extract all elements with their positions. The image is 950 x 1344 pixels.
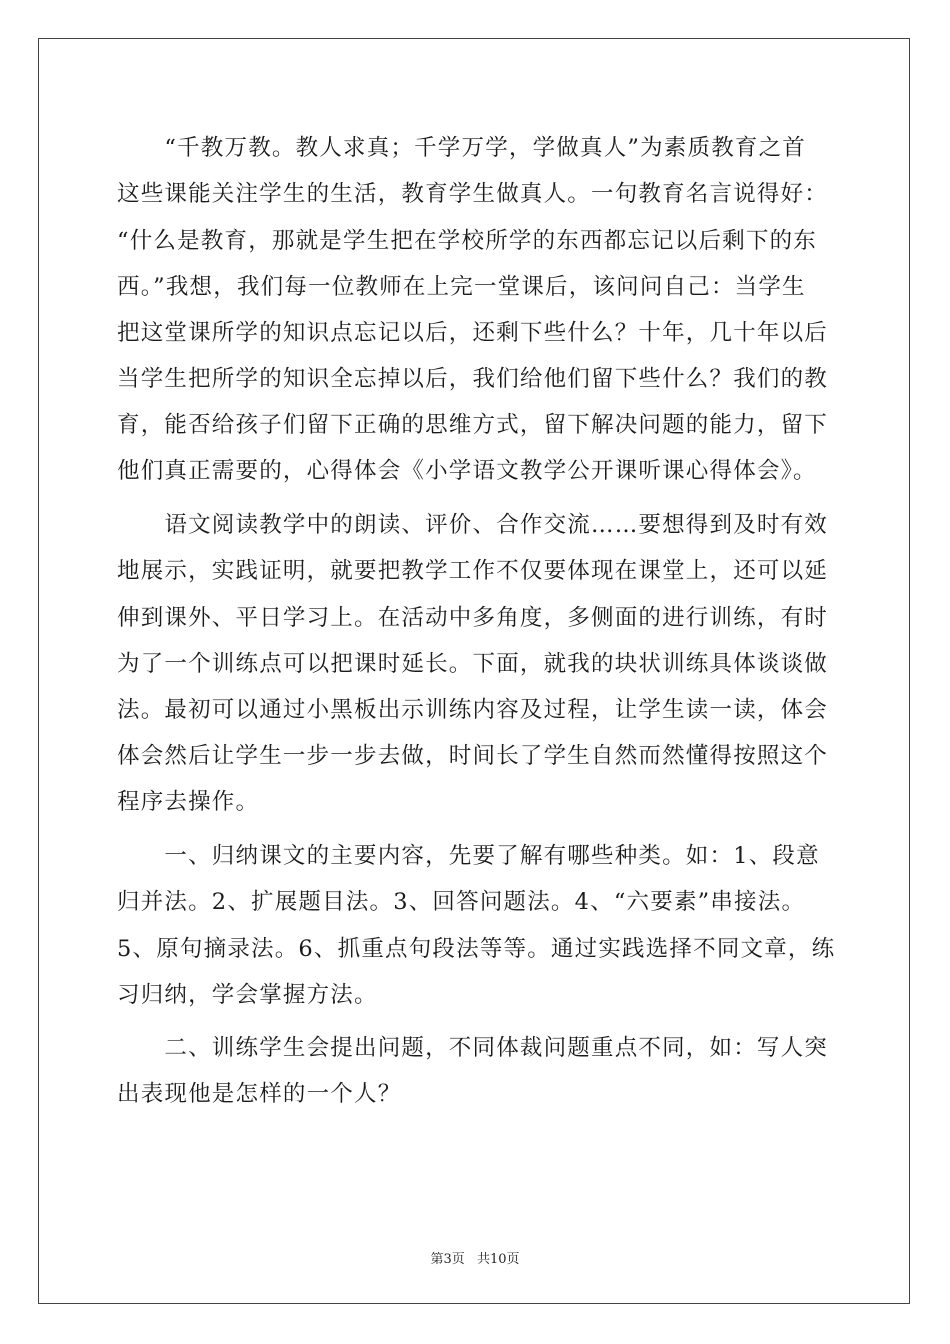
page-footer: [0, 1248, 950, 1267]
text-line: 他们真正需要的，心得体会《小学语文教学公开课听课心得体会》。: [117, 458, 817, 484]
text-line: 归并法。2、扩展题目法。3、回答问题法。4、“六要素”串接法。: [117, 889, 806, 915]
text-line: 二、训练学生会提出问题，不同体裁问题重点不同，如：写人突: [117, 1035, 829, 1061]
text-line: 西。”我想，我们每一位教师在上完一堂课后，该问问自己：当学生: [117, 274, 806, 300]
text-line: 把这堂课所学的知识点忘记以后，还剩下些什么？十年，几十年以后: [117, 320, 829, 346]
text-line: 伸到课外、平日学习上。在活动中多角度，多侧面的进行训练，有时: [117, 605, 829, 631]
text-line: 体会然后让学生一步一步去做，时间长了学生自然而然懂得按照这个: [117, 743, 829, 769]
page-number: 第3页: [430, 1252, 465, 1267]
text-line: 为了一个训练点可以把课时延长。下面，就我的块状训练具体谈谈做: [117, 651, 829, 677]
text-line: 法。最初可以通过小黑板出示训练内容及过程，让学生读一读，体会: [117, 697, 829, 723]
text-line: 地展示，实践证明，就要把教学工作不仅要体现在课堂上，还可以延: [117, 558, 829, 584]
text-line: 程序去操作。: [117, 789, 260, 815]
text-line: 育，能否给孩子们留下正确的思维方式，留下解决问题的能力，留下: [117, 412, 829, 438]
text-line: 这些课能关注学生的生活，教育学生做真人。一句教育名言说得好：: [117, 181, 829, 207]
text-line: 一、归纳课文的主要内容，先要了解有哪些种类。如：1、段意: [117, 843, 820, 869]
text-line: 语文阅读教学中的朗读、评价、合作交流……要想得到及时有效: [117, 512, 829, 538]
text-line: 当学生把所学的知识全忘掉以后，我们给他们留下些什么？我们的教: [117, 366, 829, 392]
text-line: 习归纳，学会掌握方法。: [117, 982, 378, 1008]
text-line: “千教万教。教人求真；千学万学，学做真人”为素质教育之首: [117, 135, 807, 161]
text-line: 出表现他是怎样的一个人？: [117, 1081, 402, 1107]
text-line: 5、原句摘录法。6、抓重点句段法等等。通过实践选择不同文章，练: [117, 936, 836, 962]
text-line: “什么是教育，那就是学生把在学校所学的东西都忘记以后剩下的东: [117, 228, 818, 254]
page-total: 共10页: [476, 1252, 520, 1267]
